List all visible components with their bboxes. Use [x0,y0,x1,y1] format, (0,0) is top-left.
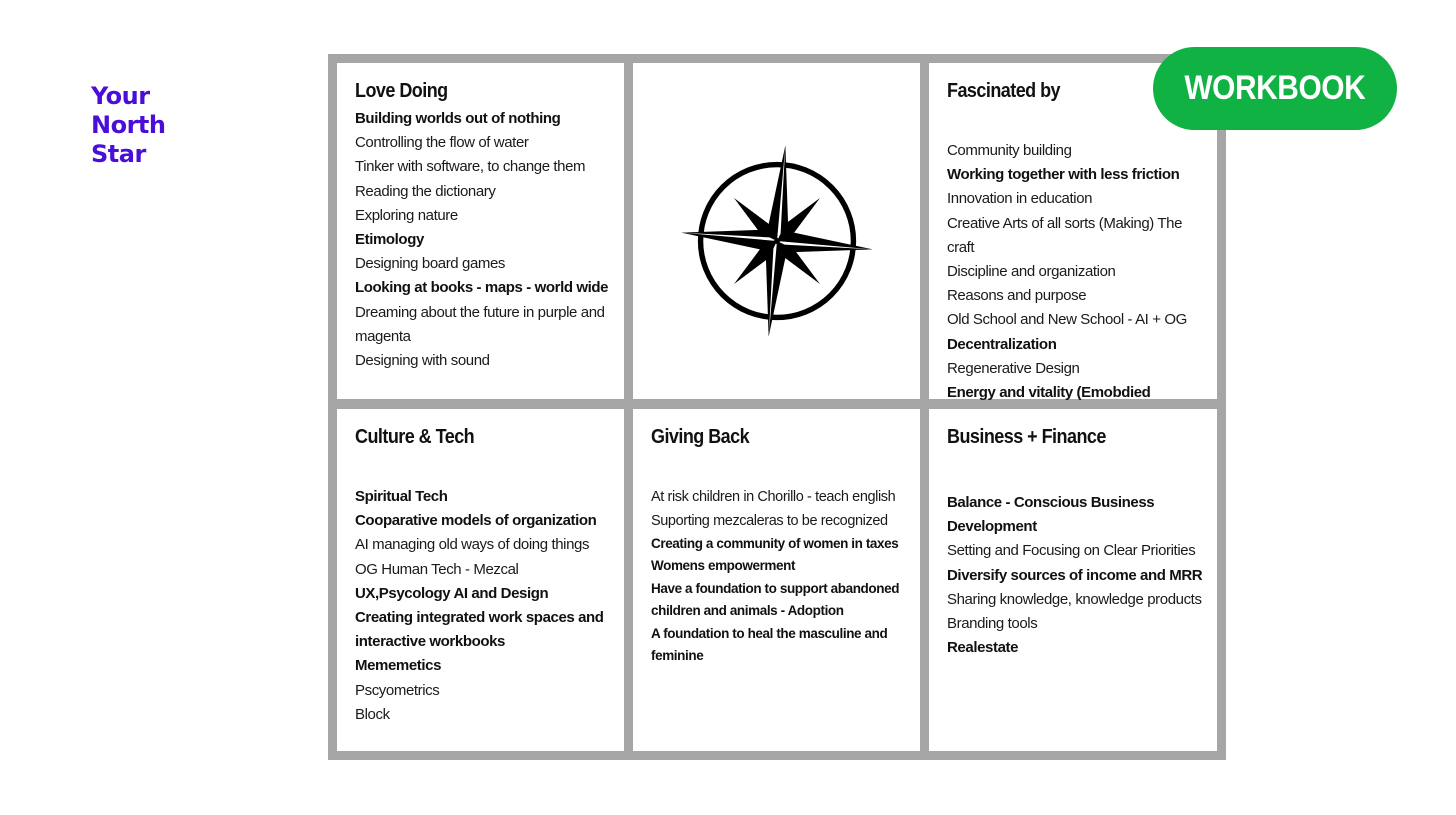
list-item: Creating a community of women in taxes [651,536,899,551]
list-item: Tinker with software, to change them [355,158,586,176]
cell-love-doing [337,63,624,399]
cell-title: Fascinated by [947,80,1061,102]
list-item: Community building [947,142,1072,159]
list-item: UX,Psycology AI and Design [355,584,549,602]
list-item: Sharing knowledge, knowledge products [947,590,1202,608]
workbook-badge-label: WORKBOOK [1184,69,1366,107]
list-item: OG Human Tech - Mezcal [355,560,519,578]
list-item: A foundation to heal the masculine and feminine [651,625,888,664]
list-item: At risk children in Chorillo - teach english [651,489,896,505]
cell-title: Giving Back [651,426,750,448]
item-list [651,485,906,667]
list-item: AI managing old ways of doing things [355,536,590,554]
cell-title: Business + Finance [947,426,1106,448]
cell-giving-back [633,409,920,751]
cell-business-finance [929,409,1217,751]
list-item: Working together with less friction [947,166,1180,184]
list-item: Discipline and organization [947,263,1116,281]
north-star-title-line: Your [91,82,150,110]
north-star-title [91,82,231,169]
workbook-badge[interactable] [1153,47,1397,130]
list-item: Diversify sources of income and MRR [947,566,1203,584]
north-star-title-line: Star [91,140,146,168]
list-item: Creative Arts of all sorts (Making) The craft [947,214,1183,256]
list-item: Exploring nature [355,206,458,224]
list-item: Block [355,705,390,723]
list-item: Reading the dictionary [355,182,496,200]
list-item: Spiritual Tech [355,488,448,505]
compass-rose-icon [679,143,875,339]
item-list [947,139,1203,429]
item-list [947,491,1203,660]
list-item: Reasons and purpose [947,287,1087,305]
north-star-title-line: North [91,111,166,139]
list-item: Suporting mezcaleras to be recognized [651,513,888,529]
list-item: Pscyometrics [355,681,440,699]
list-item: Cooparative models of organization [355,512,597,530]
list-item: Branding tools [947,615,1038,633]
list-item: Designing with sound [355,352,490,370]
list-item: Womens empowerment [651,558,796,574]
list-item: Innovation in education [947,190,1093,208]
cell-compass [633,63,920,399]
north-star-grid [328,54,1226,760]
list-item: Building worlds out of nothing [355,110,561,127]
list-item: Etimology [355,231,424,249]
list-item: Mememetics [355,657,442,675]
list-item: Setting and Focusing on Clear Priorities [947,542,1196,560]
list-item: Energy and vitality (Emobdied [947,384,1151,402]
list-item: Balance - Conscious Business Development [947,494,1155,536]
list-item: Designing board games [355,255,506,273]
cell-title: Love Doing [355,80,448,102]
item-list [355,485,610,727]
list-item: Have a foundation to support abandoned children and animals - Adoption [651,580,900,619]
list-item: Old School and New School - AI + OG [947,311,1187,329]
cell-culture-tech [337,409,624,751]
list-item: Creating integrated work spaces and interactive workbooks [355,609,604,651]
list-item: Decentralization [947,335,1057,353]
item-list [355,107,610,373]
list-item: Controlling the flow of water [355,134,529,152]
list-item: Regenerative Design [947,359,1080,377]
cell-title: Culture & Tech [355,426,475,448]
list-item: Realestate [947,639,1019,657]
list-item: Looking at books - maps - world wide [355,279,609,297]
list-item: Dreaming about the future in purple and magenta [355,303,605,345]
